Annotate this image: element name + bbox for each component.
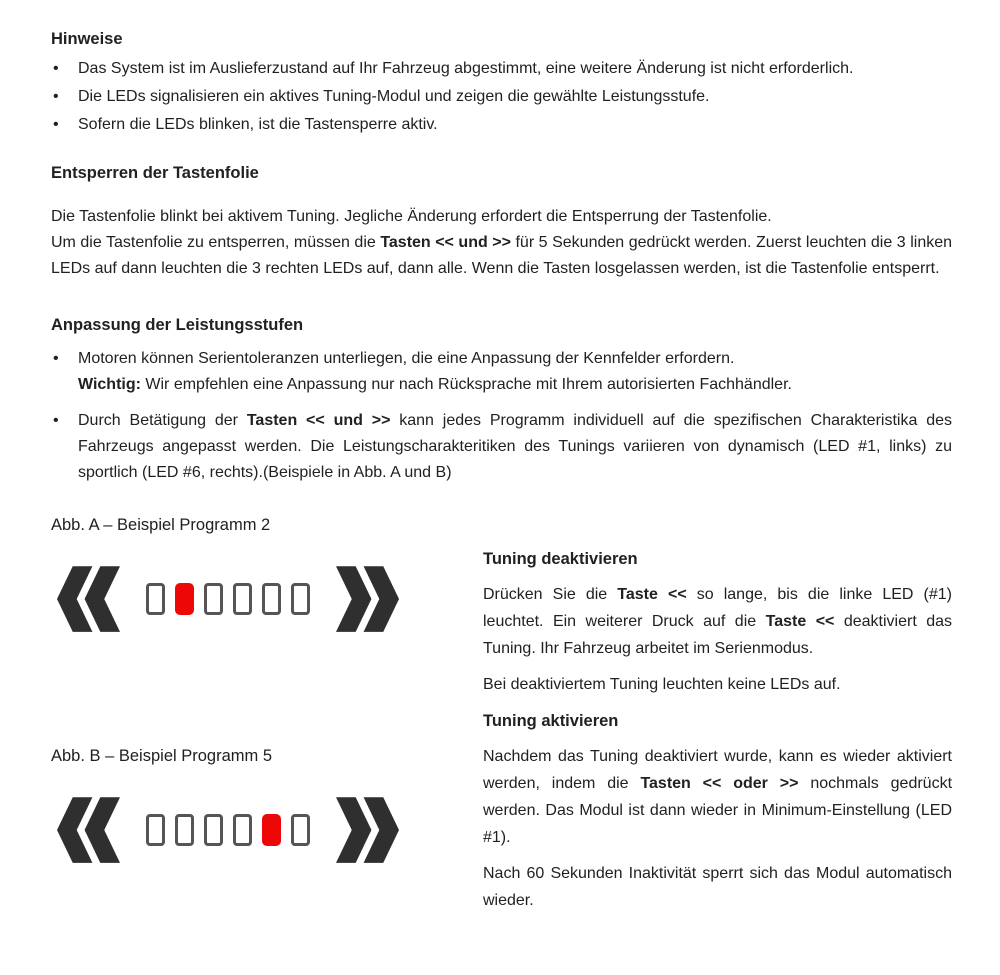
entsperren-title: Entsperren der Tastenfolie	[51, 164, 259, 182]
hinweise-title: Hinweise	[51, 30, 123, 48]
deaktivieren-title: Tuning deaktivieren	[483, 550, 638, 568]
hinweise-bullet-1-text: Das System ist im Auslieferzustand auf Ihr Fahrzeug abgestimmt, eine weitere Änderung ist nicht erforderlich.	[78, 60, 854, 77]
figure-b	[51, 743, 483, 863]
aktivieren-paragraph-1: Nachdem das Tuning deaktiviert wurde, kann es wieder aktiviert werden, indem die Tasten << oder >> nochmals gedrückt werden. Das Modul ist dann wieder in Minimum-Einstellung (LED #1).	[483, 748, 953, 846]
figure-b-led-display	[57, 797, 483, 863]
chevron-left-icon	[57, 566, 120, 632]
led-5	[262, 583, 281, 615]
hinweise-bullet-2-text: Die LEDs signalisieren ein aktives Tuning-Modul und zeigen die gewählte Leistungsstufe.	[78, 88, 710, 105]
list-item	[51, 408, 952, 486]
aktivieren-paragraph-2: Nach 60 Sekunden Inaktivität sperrt sich das Modul automatisch wieder.	[483, 865, 952, 909]
led-2	[175, 814, 194, 846]
figure-a	[51, 512, 483, 632]
led-1	[146, 583, 165, 615]
anpassung-bullet-list	[51, 346, 952, 486]
figures-and-instructions	[51, 494, 952, 914]
chevron-right-icon	[336, 566, 399, 632]
deaktivieren-paragraph-1: Drücken Sie die Taste << so lange, bis die linke LED (#1) leuchtet. Ein weiterer Druck auf die Taste << deaktiviert das Tuning. Ihr Fahrzeug arbeitet im Serienmodus.	[483, 586, 953, 657]
bullet-glyph: •	[53, 88, 59, 105]
aktivieren-title: Tuning aktivieren	[483, 712, 619, 730]
led-5-active	[262, 814, 281, 846]
hinweise-bullet-3-text: Sofern die LEDs blinken, ist die Tastensperre aktiv.	[78, 116, 438, 133]
list-item	[51, 346, 952, 398]
led-4	[233, 583, 252, 615]
section-hinweise	[51, 26, 952, 138]
figure-a-label: Abb. A – Beispiel Programm 2	[51, 516, 271, 534]
bullet-glyph: •	[53, 60, 59, 77]
figures-column	[51, 494, 483, 914]
led-6	[291, 814, 310, 846]
chevron-right-icon	[336, 797, 399, 863]
list-item	[51, 112, 952, 138]
instructions-column	[483, 494, 952, 914]
led-3	[204, 814, 223, 846]
led-3	[204, 583, 223, 615]
bullet-glyph: •	[53, 350, 59, 367]
section-entsperren	[51, 160, 952, 282]
led-strip	[146, 814, 310, 846]
anpassung-title: Anpassung der Leistungsstufen	[51, 316, 304, 334]
figure-a-led-display	[57, 566, 483, 632]
chevron-left-icon	[57, 797, 120, 863]
bullet-glyph: •	[53, 116, 59, 133]
hinweise-bullet-list	[51, 56, 952, 138]
figure-b-label: Abb. B – Beispiel Programm 5	[51, 747, 273, 765]
led-6	[291, 583, 310, 615]
led-strip	[146, 583, 310, 615]
section-anpassung	[51, 312, 952, 486]
anpassung-bullet-2-text: Durch Betätigung der Tasten << und >> kann jedes Programm individuell auf die spezifischen Charakteristika des Fahrzeugs angepasst werden. Die Leistungscharakteritiken des Tunings variieren von dynamisch (LED #1, links) zu sportlich (LED #6, rechts).(Beispiele in Abb. A und B)	[78, 412, 952, 481]
led-4	[233, 814, 252, 846]
deaktivieren-paragraph-2: Bei deaktiviertem Tuning leuchten keine LEDs auf.	[483, 676, 841, 693]
led-1	[146, 814, 165, 846]
list-item	[51, 84, 952, 110]
entsperren-paragraph: Die Tastenfolie blinkt bei aktivem Tuning. Jegliche Änderung erfordert die Entsperrung der Tastenfolie. Um die Tastenfolie zu entsperren, müssen die Tasten << und >> für 5 Sekunden gedrückt werden. Zuerst leuchten die 3 linken LEDs auf dann leuchten die 3 rechten LEDs auf, dann alle. Wenn die Tasten losgelassen werden, ist die Tastenfolie entsperrt.	[51, 208, 953, 277]
anpassung-bullet-1-text: Motoren können Serientoleranzen unterliegen, die eine Anpassung der Kennfelder erfordern. Wichtig: Wir empfehlen eine Anpassung nur nach Rücksprache mit Ihrem autorisierten Fachhändler.	[78, 350, 792, 393]
led-2-active	[175, 583, 194, 615]
bullet-glyph: •	[53, 412, 59, 429]
list-item	[51, 56, 952, 82]
